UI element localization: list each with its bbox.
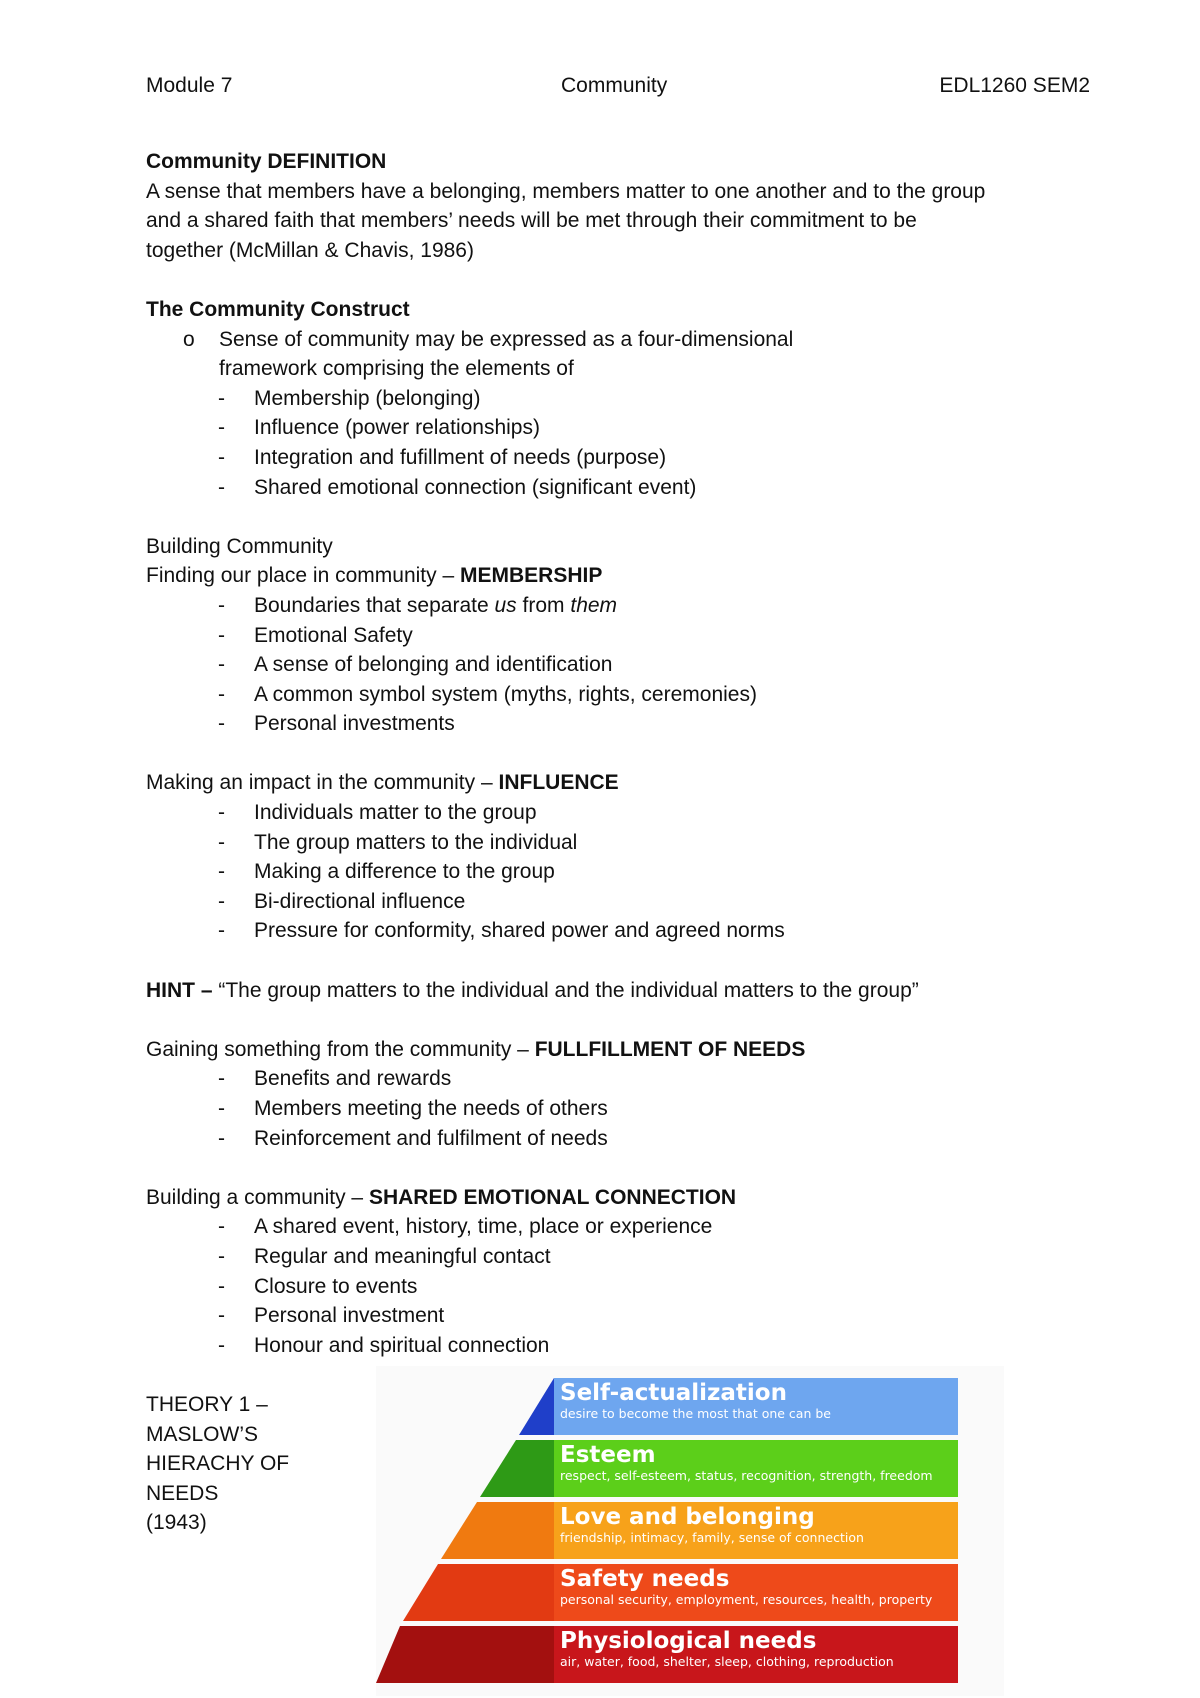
list-item — [146, 857, 1076, 887]
layer-physiological-needs — [560, 1628, 894, 1669]
list-item-text: Making a difference to the group — [254, 860, 555, 884]
dash-marker: - — [218, 1274, 225, 1298]
dash-marker: - — [218, 682, 225, 706]
list-item-text: Bi-directional influence — [254, 889, 466, 913]
list-item — [146, 887, 1076, 917]
dash-marker: - — [218, 860, 225, 884]
layer-title: Esteem — [560, 1442, 656, 1468]
italic-them: them — [570, 593, 618, 617]
header-topic: Community — [561, 74, 668, 97]
list-item-text: Emotional Safety — [254, 623, 413, 647]
definition-heading: Community DEFINITION — [146, 150, 387, 173]
list-item-text-part: from — [516, 593, 571, 617]
theory-line: (1943) — [146, 1511, 207, 1535]
layer-description: friendship, intimacy, family, sense of connection — [560, 1530, 864, 1545]
dash-marker: - — [218, 1067, 225, 1091]
list-item — [146, 473, 1076, 503]
dash-marker: - — [218, 1304, 225, 1328]
italic-us: us — [494, 593, 517, 617]
layer-triangle-physiological — [376, 1626, 554, 1683]
list-item — [146, 443, 1076, 473]
dash-marker: - — [218, 386, 225, 410]
list-item — [146, 591, 1076, 621]
list-item — [146, 798, 1076, 828]
theory-label — [146, 1390, 366, 1538]
layer-triangle-esteem — [480, 1440, 554, 1497]
page-header — [146, 74, 1090, 102]
list-item — [146, 916, 1076, 946]
list-item-text: Individuals matter to the group — [254, 801, 537, 825]
hint-line — [146, 976, 1076, 1006]
layer-love-and-belonging — [560, 1504, 864, 1545]
list-item — [146, 1094, 1076, 1124]
list-item-text: Pressure for conformity, shared power and agreed norms — [254, 919, 785, 943]
list-item-text: Regular and meaningful contact — [254, 1244, 551, 1268]
list-item-text: A sense of belonging and identification — [254, 653, 613, 677]
list-item-text: Honour and spiritual connection — [254, 1333, 550, 1357]
dash-marker: - — [218, 919, 225, 943]
construct-bullet-text: Sense of community may be expressed as a four-dimensional — [219, 327, 794, 351]
header-module: Module 7 — [146, 74, 233, 97]
list-item-text: Integration and fufillment of needs (purpose) — [254, 445, 667, 469]
definition-line: together (McMillan & Chavis, 1986) — [146, 238, 474, 262]
layer-triangle-safety — [403, 1564, 554, 1621]
layer-safety-needs — [560, 1566, 932, 1607]
influence-heading — [146, 768, 1076, 798]
layer-esteem — [560, 1442, 933, 1483]
document-body — [146, 147, 1076, 1360]
needs-heading — [146, 1035, 1076, 1065]
dash-marker: - — [218, 475, 225, 499]
list-item-text: Influence (power relationships) — [254, 416, 540, 440]
dash-marker: - — [218, 593, 225, 617]
layer-title: Self-actualization — [560, 1380, 787, 1406]
dash-marker: - — [218, 653, 225, 677]
list-item-text: Personal investments — [254, 712, 455, 736]
dash-marker: - — [218, 1333, 225, 1357]
maslow-pyramid — [376, 1366, 1004, 1696]
dash-marker: - — [218, 416, 225, 440]
layer-description: personal security, employment, resources, health, property — [560, 1592, 933, 1607]
list-item-text: Members meeting the needs of others — [254, 1097, 608, 1120]
section-prefix: Finding our place in community – — [146, 564, 460, 588]
dash-marker: - — [218, 712, 225, 736]
theory-line: MASLOW’S — [146, 1422, 259, 1446]
membership-heading — [146, 561, 1076, 591]
emotional-heading — [146, 1183, 1076, 1213]
definition-line: and a shared faith that members’ needs will be met through their commitment to be — [146, 209, 917, 233]
section-prefix: Making an impact in the community – — [146, 771, 499, 795]
construct-bullet — [146, 325, 1076, 355]
list-item — [146, 1242, 1076, 1272]
section-keyword: MEMBERSHIP — [460, 564, 603, 588]
layer-description: respect, self-esteem, status, recognition, strength, freedom — [560, 1468, 933, 1483]
list-item-text-part: Boundaries that separate — [254, 593, 495, 617]
section-keyword: INFLUENCE — [498, 771, 619, 795]
section-prefix: Gaining something from the community – — [146, 1037, 535, 1061]
dash-marker: - — [218, 445, 225, 469]
dash-marker: - — [218, 889, 225, 913]
list-item — [146, 1064, 1076, 1094]
theory-line: HIERACHY OF NEEDS — [146, 1452, 290, 1505]
list-item-text: Shared emotional connection (significant event) — [254, 475, 697, 499]
layer-title: Love and belonging — [560, 1504, 815, 1530]
list-item-text: Personal investment — [254, 1304, 445, 1328]
list-item — [146, 1331, 1076, 1361]
layer-triangle-love — [441, 1502, 554, 1559]
dash-marker: - — [218, 1244, 225, 1268]
list-item — [146, 413, 1076, 443]
construct-bullet-continuation: framework comprising the elements of — [219, 357, 574, 381]
section-keyword: SHARED EMOTIONAL CONNECTION — [368, 1185, 737, 1209]
layer-triangle-self-actualization — [519, 1378, 554, 1435]
circle-bullet-marker: o — [183, 327, 195, 351]
layer-description: air, water, food, shelter, sleep, clothing, reproduction — [560, 1654, 894, 1669]
hint-text: “The group matters to the individual and the individual matters to the group” — [218, 978, 919, 1002]
dash-marker: - — [218, 801, 225, 825]
list-item-text: Membership (belonging) — [254, 386, 481, 410]
list-item — [146, 1124, 1076, 1154]
list-item-text: The group matters to the individual — [254, 830, 578, 854]
definition-line: A sense that members have a belonging, members matter to one another and to the group — [146, 179, 986, 203]
building-heading: Building Community — [146, 534, 333, 558]
dash-marker: - — [218, 1215, 225, 1239]
hint-label: HINT – — [146, 978, 219, 1002]
list-item — [146, 828, 1076, 858]
list-item-text: A common symbol system (myths, rights, ceremonies) — [254, 682, 757, 706]
section-keyword: FULLFILLMENT OF NEEDS — [534, 1037, 806, 1061]
layer-title: Safety needs — [560, 1566, 730, 1592]
list-item-text: Reinforcement and fulfilment of needs — [254, 1126, 608, 1150]
list-item-text: Benefits and rewards — [254, 1067, 452, 1091]
list-item — [146, 621, 1076, 651]
construct-heading: The Community Construct — [146, 297, 410, 321]
list-item — [146, 1301, 1076, 1331]
list-item — [146, 680, 1076, 710]
header-course-code: EDL1260 SEM2 — [939, 74, 1090, 97]
section-prefix: Building a community – — [146, 1185, 369, 1209]
dash-marker: - — [218, 623, 225, 647]
list-item-text: Closure to events — [254, 1274, 418, 1298]
theory-line: THEORY 1 – — [146, 1393, 268, 1416]
dash-marker: - — [218, 830, 225, 854]
list-item — [146, 1272, 1076, 1302]
layer-description: desire to become the most that one can be — [560, 1406, 831, 1421]
dash-marker: - — [218, 1126, 225, 1150]
list-item-text: A shared event, history, time, place or experience — [254, 1215, 713, 1239]
list-item — [146, 1212, 1076, 1242]
list-item — [146, 650, 1076, 680]
list-item — [146, 384, 1076, 414]
layer-title: Physiological needs — [560, 1628, 817, 1654]
list-item — [146, 709, 1076, 739]
layer-self-actualization — [560, 1380, 831, 1421]
dash-marker: - — [218, 1097, 225, 1120]
